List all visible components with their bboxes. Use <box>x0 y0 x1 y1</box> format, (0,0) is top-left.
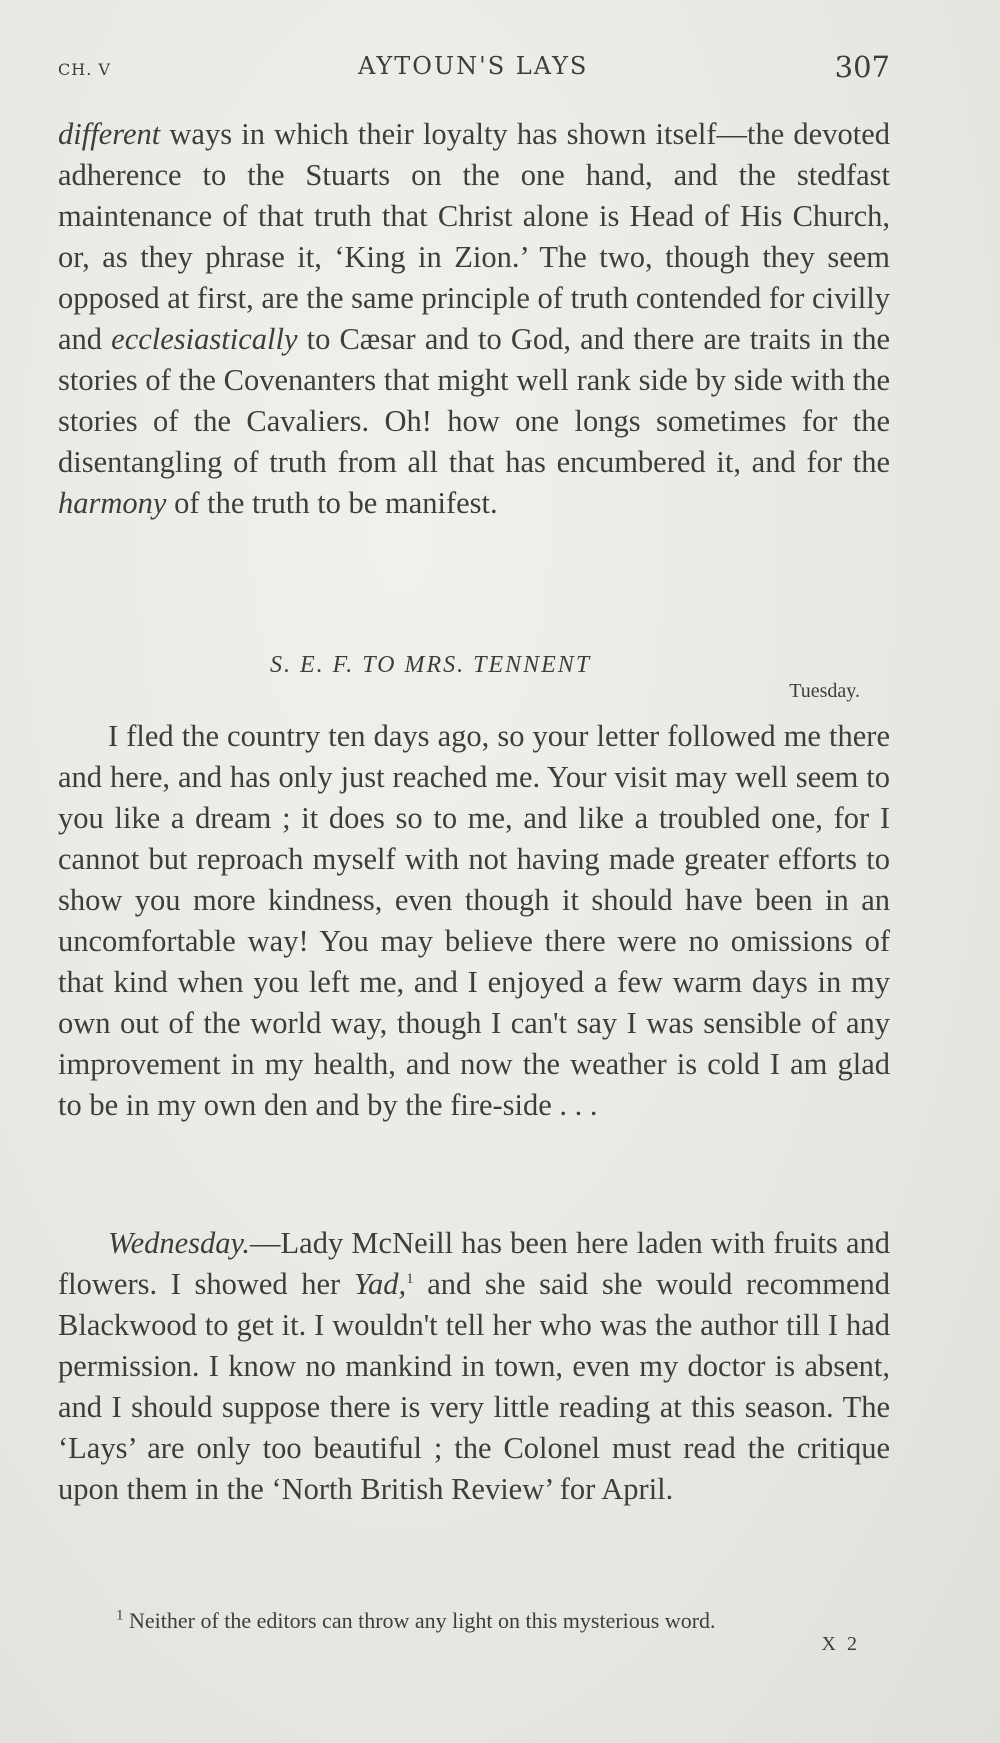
signature-mark: X 2 <box>821 1633 860 1655</box>
footnote-text: Neither of the editors can throw any light on this mysterious word. <box>123 1608 716 1633</box>
paragraph-tuesday: I fled the country ten days ago, so your letter followed me there and here, and has only just reached me. Your visit may well seem to you like a dream ; it does so to me, and like a troubled one, for I cannot but reproach myself with not having made greater efforts to show you more kindness, even though it should have been in an uncomfortable way! You may believe there were no omissions of that kind when you left me, and I enjoyed a few warm days in my own out of the world way, though I can't say I was sensible of any improvement in my health, and now the weather is cold I am glad to be in my own den and by the fire-side . . . <box>58 719 890 1122</box>
text-segment: of the truth to be manifest. <box>166 486 498 520</box>
emphasis-yad: Yad, <box>353 1267 407 1301</box>
running-head <box>58 50 890 90</box>
text-segment: and she said she would recommend Blackwood to get it. I wouldn't tell her who was the author till I had permission. I know no mankind in town, even my doctor is absent, and I should suppose there is very little reading at this season. The ‘Lays’ are only too beautiful ; the Colonel must read the critique upon them in the ‘North British Review’ for April. <box>58 1267 890 1506</box>
running-title: AYTOUN'S LAYS <box>358 52 589 80</box>
letter-date: Tuesday. <box>789 680 860 702</box>
text-segment: to Cæsar and to God, and there are traits in the stories of the Covenanters that might well rank side by side with the stories of the Cavaliers. Oh! how one longs sometimes for the disentangling of truth from all that has encumbered it, and for the <box>58 322 890 479</box>
footnote-marker: 1 <box>116 1607 124 1624</box>
paragraph-wednesday <box>58 1223 890 1510</box>
text-segment: ways in which their loyalty has shown itself—the devoted adherence to the Stuarts on the one hand, and the stedfast maintenance of that truth that Christ alone is Head of His Church, or, as they phrase it, ‘King in Zion.’ The two, though they seem opposed at first, are the same principle of truth contended for civilly and <box>58 117 890 356</box>
emphasis-wednesday: Wednesday. <box>108 1226 251 1260</box>
footnote-ref: 1 <box>406 1270 414 1287</box>
paragraph-loyalty <box>58 114 890 524</box>
footnote <box>58 1606 890 1636</box>
emphasis-ecclesiastically: ecclesiastically <box>111 322 298 356</box>
chapter-label: CH. V <box>58 60 111 79</box>
text-segment: —Lady McNeill has been here laden with fruits and flowers. I showed her <box>58 1226 890 1301</box>
emphasis-different: different <box>58 117 161 151</box>
emphasis-harmony: harmony <box>58 486 167 520</box>
letter-heading: S. E. F. TO MRS. TENNENT <box>270 652 592 678</box>
page-number: 307 <box>834 50 890 84</box>
